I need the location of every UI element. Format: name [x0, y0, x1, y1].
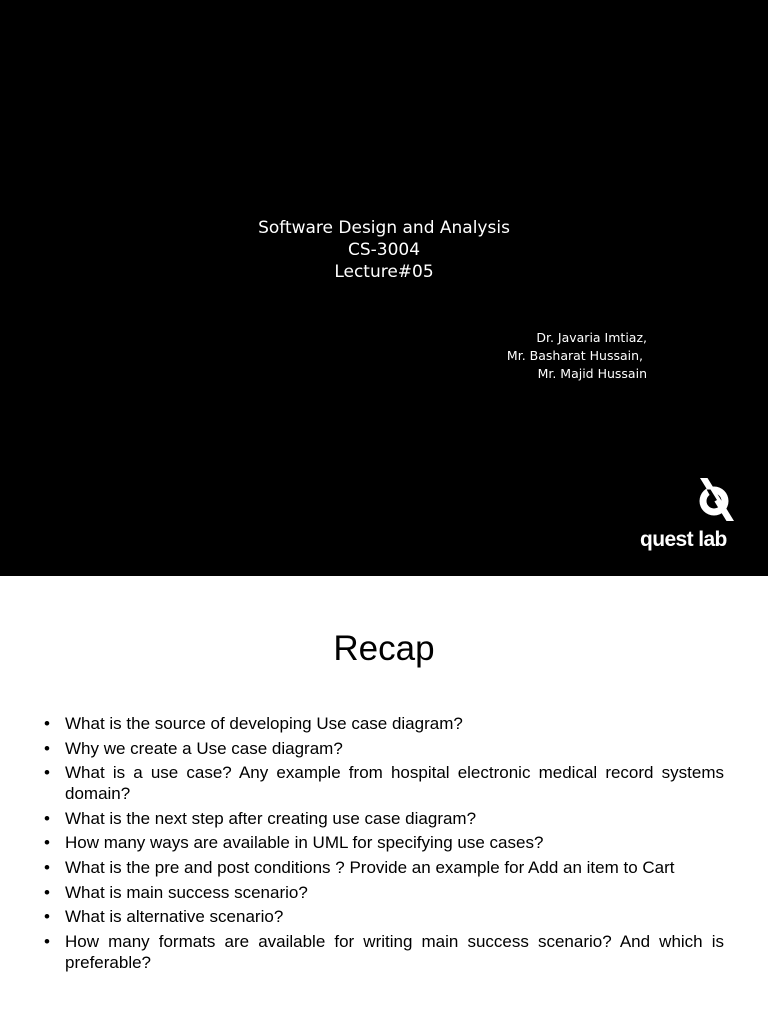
recap-question-text: What is the source of developing Use case diagram? [65, 714, 463, 733]
author-name: Dr. Javaria Imtiaz, [536, 330, 647, 345]
quest-lab-logo-icon [693, 477, 735, 525]
recap-question-text: Why we create a Use case diagram? [65, 738, 343, 758]
recap-slide [0, 576, 768, 1024]
list-item [44, 906, 724, 927]
list-item [44, 762, 724, 804]
recap-question-text: What is the next step after creating use case diagram? [65, 808, 477, 828]
bullet-icon: • [44, 882, 50, 902]
recap-question-text: What is the pre and post conditions ? Provide an example for Add an item to Cart [65, 857, 675, 877]
author-list [507, 329, 647, 383]
bullet-icon: • [44, 833, 50, 853]
bullet-icon: • [44, 808, 50, 828]
bullet-icon: • [44, 738, 50, 758]
bullet-icon: • [44, 763, 50, 783]
lecture-title-block [0, 217, 768, 283]
list-item [44, 738, 724, 759]
list-item [44, 713, 724, 734]
bullet-icon: • [44, 857, 50, 877]
list-item [44, 808, 724, 829]
recap-heading: Recap [333, 629, 435, 668]
list-item [44, 882, 724, 903]
bullet-icon: • [44, 907, 50, 927]
list-item [44, 857, 724, 878]
recap-question-text: How many ways are available in UML for specifying use cases? [65, 833, 544, 853]
recap-question-text: What is main success scenario? [65, 882, 308, 902]
lecture-number: Lecture#05 [334, 262, 434, 282]
bullet-icon: • [44, 931, 50, 951]
course-title: Software Design and Analysis [258, 218, 510, 238]
author-name: Mr. Basharat Hussain, [506, 348, 647, 363]
author-name: Mr. Majid Hussain [537, 366, 647, 381]
bullet-icon: • [44, 714, 50, 733]
recap-question-text: How many formats are available for writing main success scenario? And which is preferable? [65, 931, 724, 972]
recap-question-text: What is a use case? Any example from hospital electronic medical record systems domain? [65, 763, 724, 804]
quest-lab-wordmark: quest lab [640, 528, 727, 551]
recap-question-text: What is alternative scenario? [65, 907, 284, 927]
list-item [44, 931, 724, 973]
list-item [44, 832, 724, 853]
recap-question-list [44, 713, 724, 976]
course-code: CS-3004 [347, 240, 421, 260]
